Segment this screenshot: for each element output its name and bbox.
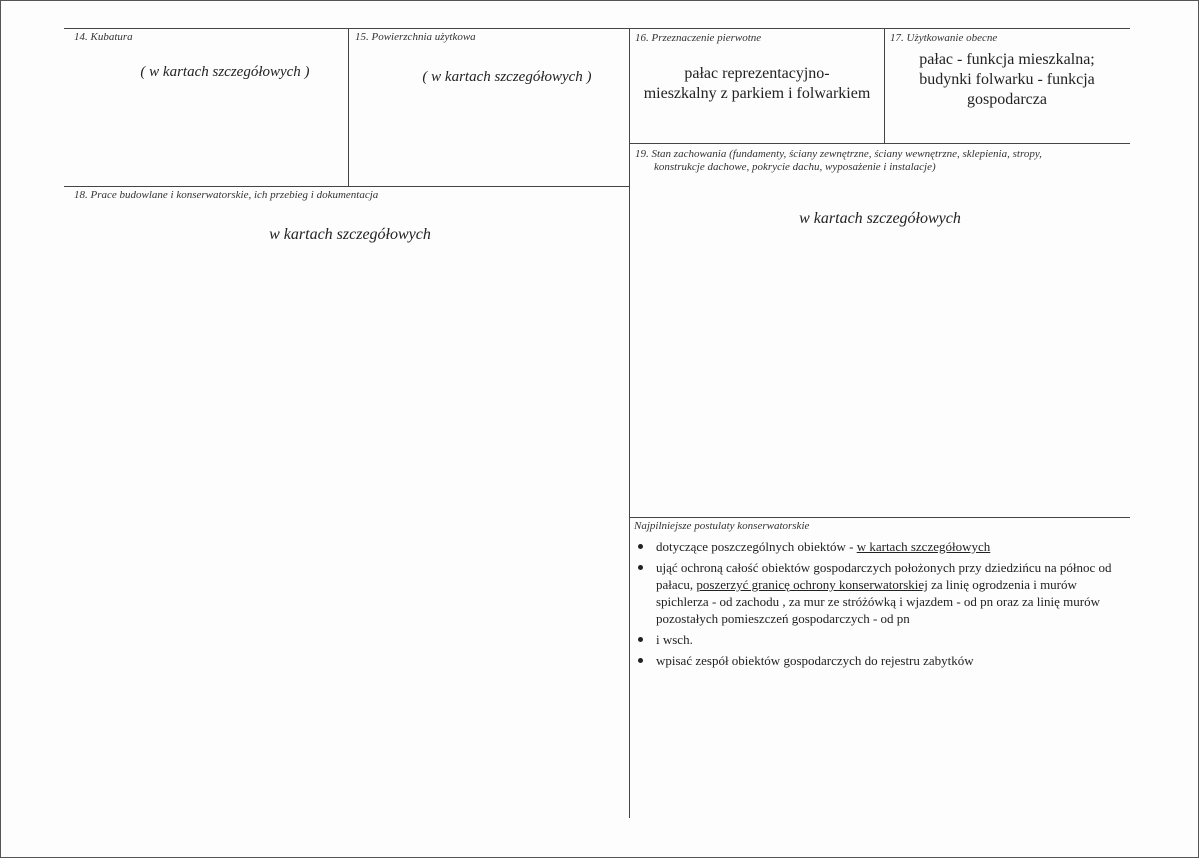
divider-14-15 [348,28,349,186]
postulaty-item-3 [634,631,1124,648]
field-17-label: 17. Użytkowanie obecne [890,32,998,44]
field-14-label: 14. Kubatura [74,31,133,43]
field-19-label [635,148,1125,174]
field-16-label: 16. Przeznaczenie pierwotne [635,32,762,44]
postulaty-item-2-text-b: za linię ogrodzenia i murów spichlerza - od zachodu , za mur ze stróżówką i wjazdem - od pn oraz za linię murów pozostałych pomieszczeń gospodarczych - od pn [656,577,1100,626]
field-15-value: ( w kartach szczegółowych ) [422,69,592,85]
postulaty-item-1-underlined: w kartach szczegółowych [856,539,991,554]
field-18-value: w kartach szczegółowych [269,226,431,243]
field-19-label-line2: konstrukcje dachowe, pokrycie dachu, wyposażenie i instalacje) [654,161,936,173]
field-19-label-line1: 19. Stan zachowania (fundamenty, ściany zewnętrzne, ściany wewnętrzne, sklepienia, stropy, [635,148,1042,160]
postulaty-item-4 [634,652,1124,669]
field-15-label: 15. Powierzchnia użytkowa [355,31,476,43]
field-18-label: 18. Prace budowlane i konserwatorskie, ich przebieg i dokumentacja [74,189,379,201]
field-17-value [885,50,1129,110]
postulaty-item-2-underlined: poszerzyć granicę ochrony konserwatorskiej [696,577,928,592]
postulaty-top-line [629,517,1130,518]
field-14-value: ( w kartach szczegółowych ) [140,64,310,80]
field-19-value: w kartach szczegółowych [799,210,961,227]
bullet-icon [638,565,643,570]
bullet-icon [638,544,643,549]
postulaty-item-3-text: i wsch. [656,632,693,647]
postulaty-item-2 [634,559,1124,627]
bullet-icon [638,637,643,642]
postulaty-label: Najpilniejsze postulaty konserwatorskie [634,520,810,532]
postulaty-item-1-prefix: dotyczące poszczególnych obiektów - [656,539,857,554]
field-17-value-line2: budynki folwarku - funkcja [919,71,1095,88]
field-16-value-line2: mieszkalny z parkiem i folwarkiem [643,85,871,102]
field-17-value-line3: gospodarcza [967,91,1047,108]
bullet-icon [638,658,643,663]
postulaty-item-2-text-a: ująć ochroną całość obiektów gospodarczych położonych przy dziedzińcu na północ od pałacu, [656,560,1112,592]
row1-bottom-line-left [64,186,629,187]
field-16-value-line1: pałac reprezentacyjno- [684,65,830,82]
postulaty-item-1 [634,538,1124,555]
postulaty-item-4-text: wpisać zespół obiektów gospodarczych do rejestru zabytków [656,653,974,668]
postulaty-list [634,538,1124,673]
field-17-value-line1: pałac - funkcja mieszkalna; [919,51,1095,68]
top-border-line [64,28,1130,29]
field-16-value [630,64,884,104]
center-divider [629,28,630,818]
row1-bottom-line-right [629,143,1130,144]
